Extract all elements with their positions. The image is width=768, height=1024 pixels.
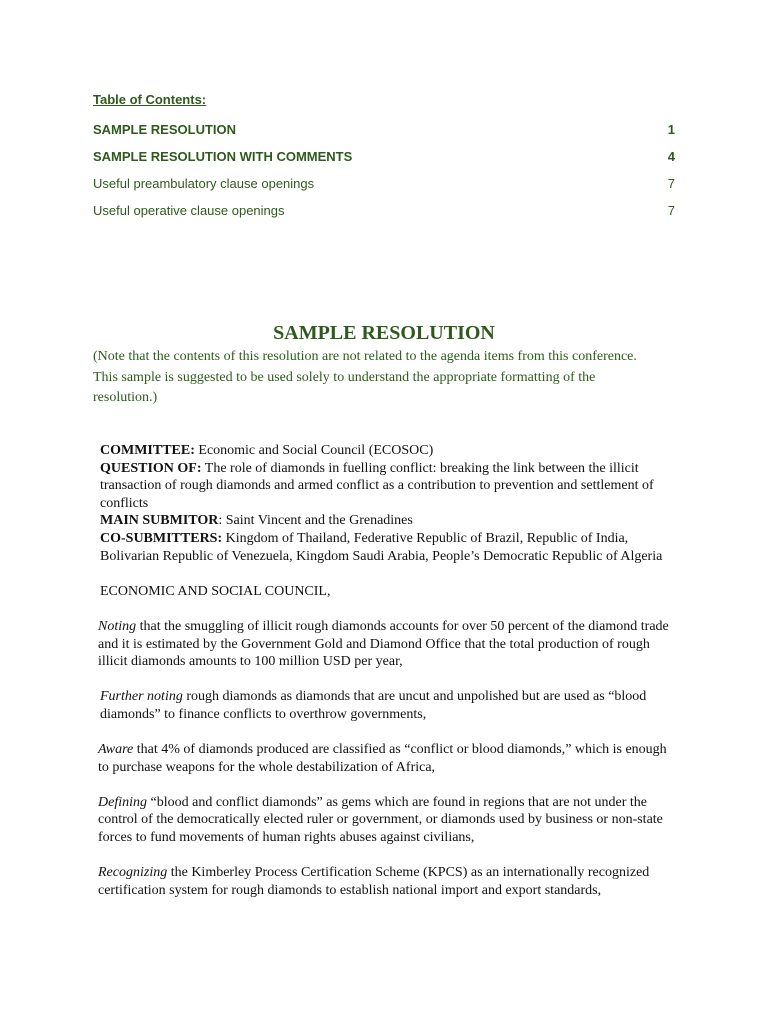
cosubmitters-line xyxy=(100,530,680,565)
clause-opening: Defining xyxy=(98,794,147,810)
clause-opening: Recognizing xyxy=(98,865,168,881)
toc-entry-page: 7 xyxy=(667,176,675,191)
submitter-label: MAIN SUBMITOR xyxy=(100,513,219,529)
submitter-value: : Saint Vincent and the Grenadines xyxy=(218,513,413,529)
toc-entry[interactable] xyxy=(93,149,675,176)
clause-opening: Further noting xyxy=(100,689,183,705)
preambulatory-clause xyxy=(98,864,680,899)
committee-line xyxy=(100,442,680,460)
formatting-note: (Note that the contents of this resolution are not related to the agenda items from this conference. This sample is suggested to be used solely to understand the appropriate formatting of the resolution.) xyxy=(93,349,637,405)
preambulatory-clause xyxy=(100,688,680,723)
resolution-body xyxy=(100,442,680,899)
body-heading: ECONOMIC AND SOCIAL COUNCIL, xyxy=(100,583,331,599)
question-value: The role of diamonds in fuelling conflict: breaking the link between the illicit transaction of rough diamonds and armed conflict as a contribution to prevention and settlement of conflicts xyxy=(100,460,654,511)
toc-entry[interactable] xyxy=(93,203,675,230)
toc-entry-page: 4 xyxy=(667,149,675,164)
toc-entry-label: SAMPLE RESOLUTION WITH COMMENTS xyxy=(93,149,353,164)
toc-entry-label: Useful preambulatory clause openings xyxy=(93,176,315,191)
committee-value: Economic and Social Council (ECOSOC) xyxy=(194,443,434,458)
preambulatory-clause xyxy=(98,794,680,847)
clause-opening: Noting xyxy=(98,618,137,634)
question-line xyxy=(100,460,680,513)
toc-entry-label: SAMPLE RESOLUTION xyxy=(93,122,237,137)
preambulatory-clause xyxy=(98,618,680,671)
toc-entry-label: Useful operative clause openings xyxy=(93,203,285,218)
table-of-contents xyxy=(93,92,675,230)
clause-text: rough diamonds as diamonds that are uncut and unpolished but are used as “blood diamonds” to finance conflicts to overthrow governments, xyxy=(100,689,647,722)
toc-entry[interactable] xyxy=(93,176,675,203)
cosubmitters-value: Kingdom of Thailand, Federative Republic of Brazil, Republic of India, Bolivarian Republic of Venezuela, Kingdom Saudi Arabia, People’s Democratic Republic of Algeria xyxy=(100,530,663,564)
committee-label: COMMITTEE: xyxy=(100,443,195,458)
clause-text: that 4% of diamonds produced are classified as “conflict or blood diamonds,” which is enough to purchase weapons for the whole destabilization of Africa, xyxy=(98,742,667,775)
cosubmitters-label: CO-SUBMITTERS: xyxy=(100,530,223,546)
preambulatory-clause xyxy=(98,741,680,776)
resolution-title: SAMPLE RESOLUTION xyxy=(273,322,495,344)
toc-entry-page: 7 xyxy=(667,203,675,218)
question-label: QUESTION OF: xyxy=(100,460,202,476)
clause-text: that the smuggling of illicit rough diamonds accounts for over 50 percent of the diamond trade and it is estimated by the Government Gold and Diamond Office that the total production of rough illicit diamonds amounts to 100 million USD per year, xyxy=(98,618,669,670)
toc-heading: Table of Contents: xyxy=(93,92,207,107)
clause-opening: Aware xyxy=(98,742,134,758)
clause-text: “blood and conflict diamonds” as gems which are found in regions that are not under the control of the democratically elected ruler or government, or diamonds used by business or non-state forces to fund movements of human rights abuses against civilians, xyxy=(98,794,663,846)
submitter-line xyxy=(100,512,680,530)
clause-text: the Kimberley Process Certification Scheme (KPCS) as an internationally recognized certification system for rough diamonds to establish national import and export standards, xyxy=(98,865,650,898)
toc-entry[interactable] xyxy=(93,122,675,149)
toc-entry-page: 1 xyxy=(667,122,675,137)
